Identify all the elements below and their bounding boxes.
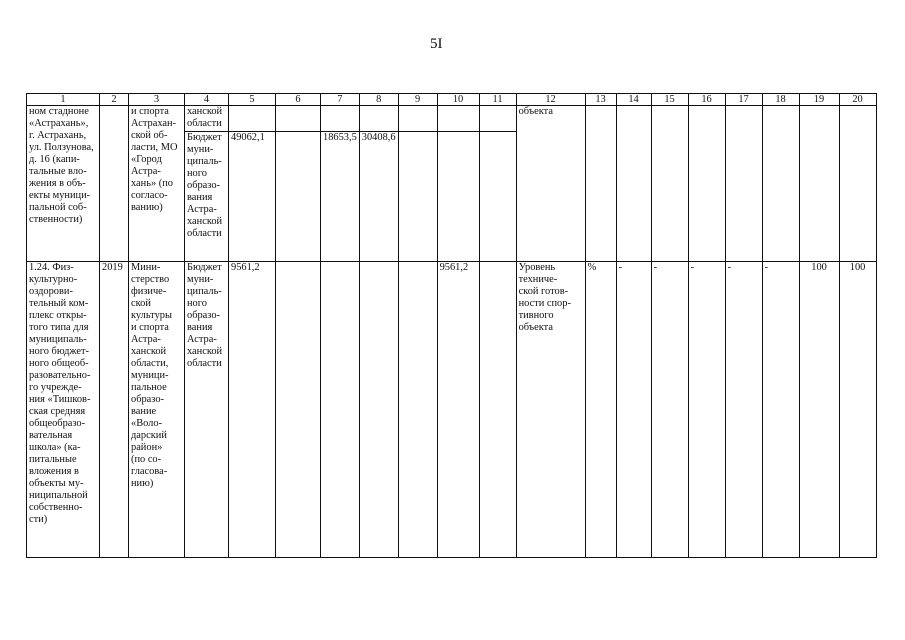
column-number: 6 (276, 94, 321, 106)
document-table (26, 93, 877, 558)
column-number: 4 (185, 94, 229, 106)
year-cell: 2019 (100, 262, 129, 558)
column-number: 8 (359, 94, 398, 106)
value-cell: - (651, 262, 688, 558)
year-2017-cell (398, 132, 437, 262)
year-2015-cell (321, 262, 360, 558)
column-number: 20 (839, 94, 876, 106)
column-number: 18 (762, 94, 799, 106)
year-2017-cell (398, 106, 437, 132)
column-number: 3 (129, 94, 185, 106)
year-2016-cell (359, 106, 398, 132)
page-number: 5I (430, 36, 443, 52)
year-2019-cell (479, 262, 516, 558)
column-number: 19 (799, 94, 839, 106)
unit-cell (585, 106, 616, 262)
value-cell: - (762, 262, 799, 558)
year-2014-cell (276, 132, 321, 262)
unit-cell: % (585, 262, 616, 558)
column-number: 10 (437, 94, 479, 106)
value-cell (651, 106, 688, 262)
year-2018-cell: 9561,2 (437, 262, 479, 558)
total-cell (229, 106, 276, 132)
value-cell (762, 106, 799, 262)
year-2019-cell (479, 132, 516, 262)
value-cell: - (688, 262, 725, 558)
value-cell (799, 106, 839, 262)
value-cell (616, 106, 651, 262)
value-cell: - (616, 262, 651, 558)
object-name-cell: ном стадноне «Астрахань», г. Астрахань, ул. Ползунова, д. 16 (капи- тальные вло- жения в объ- екты муници- пальной соб- ственности) (27, 106, 100, 262)
executor-cell: Мини- стерство физиче- ской культуры и спорта Астра- ханской области, муници- пальное образо- вание «Воло- дарский район» (по со- гласова- нию) (129, 262, 185, 558)
table-row-continuation-top (27, 106, 877, 132)
column-number: 15 (651, 94, 688, 106)
value-cell: - (725, 262, 762, 558)
column-number: 2 (100, 94, 129, 106)
column-number: 11 (479, 94, 516, 106)
executor-cell: и спорта Астрахан- ской об- ласти, МО «Город Астра- хань» (по согласо- ванию) (129, 106, 185, 262)
year-cell (100, 106, 129, 262)
year-2014-cell (276, 262, 321, 558)
funding-source-cell: ханской области (185, 106, 229, 132)
year-2019-cell (479, 106, 516, 132)
column-number: 12 (516, 94, 585, 106)
table-row-1-24 (27, 262, 877, 558)
column-number: 16 (688, 94, 725, 106)
indicator-cell: Уровень техниче- ской готов- ности спор- тивного объекта (516, 262, 585, 558)
year-2016-cell: 30408,6 (359, 132, 398, 262)
object-name-cell: 1.24. Физ- культурно- оздорови- тельный ком- плекс откры- того типа для муниципаль- ного бюджет- ного общеоб- разовательно- го учрежде- ния «Тишков- ская средняя общеобразо- вательная школа» (ка- питальные вложения в объекты му- ниципальной собственно- сти) (27, 262, 100, 558)
column-number: 14 (616, 94, 651, 106)
column-number-row (27, 94, 877, 106)
value-cell (688, 106, 725, 262)
year-2017-cell (398, 262, 437, 558)
year-2014-cell (276, 106, 321, 132)
funding-source-cell: Бюджет муни- ципаль- ного образо- вания Астра- ханской области (185, 132, 229, 262)
column-number: 13 (585, 94, 616, 106)
value-cell: 100 (799, 262, 839, 558)
value-cell (725, 106, 762, 262)
year-2015-cell: 18653,5 (321, 132, 360, 262)
column-number: 9 (398, 94, 437, 106)
column-number: 17 (725, 94, 762, 106)
column-number: 7 (321, 94, 360, 106)
column-number: 1 (27, 94, 100, 106)
total-cell: 49062,1 (229, 132, 276, 262)
total-cell: 9561,2 (229, 262, 276, 558)
indicator-cell: объекта (516, 106, 585, 262)
value-cell (839, 106, 876, 262)
value-cell: 100 (839, 262, 876, 558)
year-2018-cell (437, 106, 479, 132)
column-number: 5 (229, 94, 276, 106)
year-2015-cell (321, 106, 360, 132)
funding-source-cell: Бюджет муни- ципаль- ного образо- вания Астра- ханской области (185, 262, 229, 558)
year-2016-cell (359, 262, 398, 558)
year-2018-cell (437, 132, 479, 262)
